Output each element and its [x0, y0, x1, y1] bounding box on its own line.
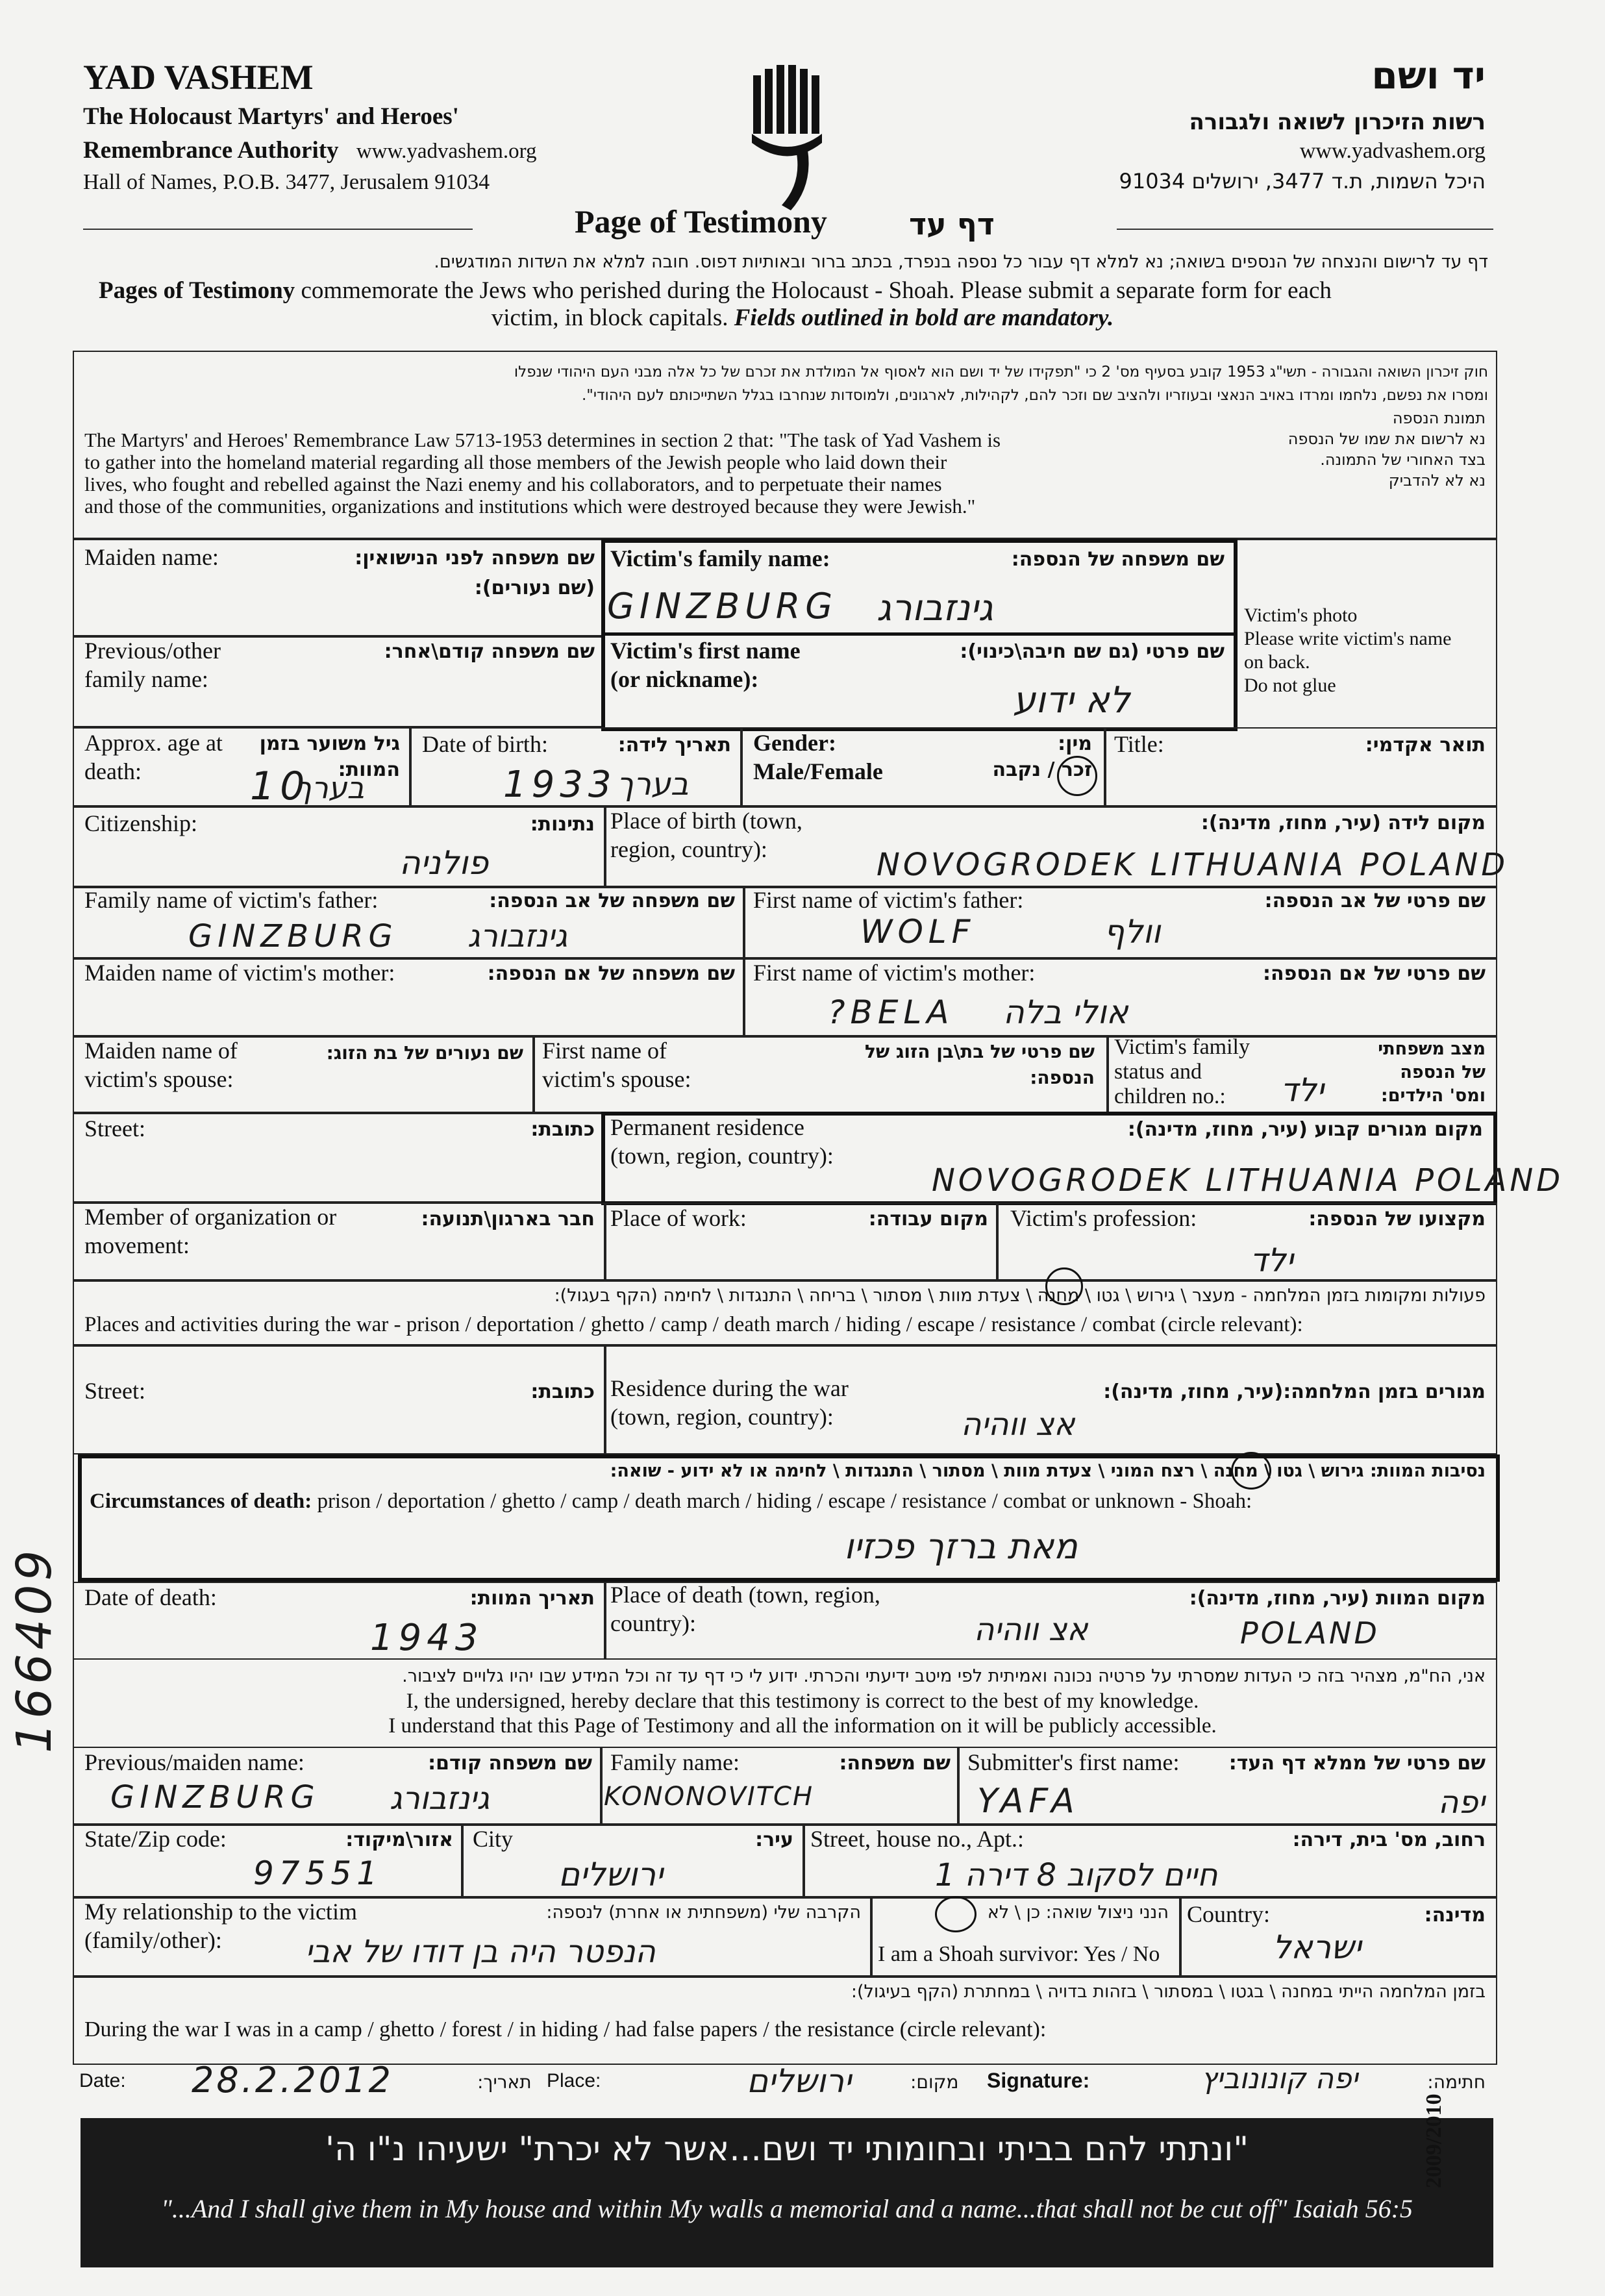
law-en-2: to gather into the homeland material regarding all those members of the Jewish people who laid down their: [84, 451, 947, 473]
pob-value[interactable]: NOVOGRODEK LITHUANIA POLAND: [877, 847, 1509, 883]
maiden-name-label-he: שם משפחה לפני הנישואין:: [355, 547, 595, 569]
previous-name-label-1: Previous/other: [84, 638, 221, 664]
during-war-label: During the war I was in a camp / ghetto / forest / in hiding / had false papers / the resistance (circle relevant):: [84, 2017, 1047, 2041]
mother-first-label-he: שם פרטי של אם הנספה:: [1263, 962, 1486, 985]
place-label-he: מקום:: [910, 2071, 959, 2093]
mother-maiden-label-he: שם משפחה של אם הנספה:: [487, 962, 735, 985]
res-war-label-2: (town, region, country):: [610, 1404, 834, 1430]
father-first-label: First name of victim's father:: [753, 887, 1024, 913]
org-line2-en: [83, 136, 537, 164]
spouse-first-label-1: First name of: [542, 1038, 667, 1064]
intro-en-bold: Pages of Testimony: [99, 277, 295, 304]
spouse-first-label: [542, 1036, 691, 1093]
sub-prev-label-he: שם משפחה קודם:: [428, 1752, 592, 1775]
spouse-first-label-he-1: שם פרטי של בת\בן הזוג של: [864, 1041, 1095, 1062]
spouse-first-label-he: [865, 1039, 1095, 1091]
street-war-label-he: כתובת:: [530, 1380, 595, 1403]
org-line1-en: The Holocaust Martyrs' and Heroes': [83, 103, 459, 130]
org-name-he: יד ושם: [1371, 53, 1486, 97]
perm-residence-value[interactable]: NOVOGRODEK LITHUANIA POLAND: [932, 1162, 1564, 1199]
family-status-label-he-3: ומס' הילדים:: [1380, 1086, 1486, 1106]
sub-prev-latin[interactable]: GINZBURG: [110, 1779, 320, 1816]
sub-family-label: Family name:: [610, 1749, 740, 1775]
family-status-label-he-2: של הנספה: [1400, 1062, 1486, 1082]
street-war-cell[interactable]: [73, 1345, 605, 1454]
circumstances-label-bold: Circumstances of death:: [90, 1490, 312, 1513]
family-status-label-2: status and: [1114, 1060, 1202, 1084]
dod-label-he: תאריך המוות:: [469, 1587, 595, 1610]
city-label: City: [473, 1826, 514, 1852]
war-activities-label-he: פעולות ומקומות בזמן המלחמה - מעצר \ גירוש \ גטו \ מחנה \ צעדת מוות \ מסתור \ בריחה \ התנגדות \ לחימה (הקף בעגול):: [554, 1286, 1486, 1306]
previous-name-label-he: שם משפחה קודם\אחר:: [384, 640, 595, 663]
war-ghetto-circle[interactable]: [1045, 1267, 1083, 1305]
photo-en-2: Please write victim's name: [1244, 628, 1452, 649]
member-label: [84, 1203, 336, 1260]
place-label: Place:: [547, 2070, 601, 2091]
pob-label-2: region, country):: [610, 836, 767, 862]
intro-en-line2-text: victim, in block capitals.: [491, 305, 734, 331]
photo-en-1: Victim's photo: [1244, 605, 1358, 626]
pod-label-2: country):: [610, 1610, 696, 1636]
relationship-label-1: My relationship to the victim: [84, 1899, 357, 1925]
pod-label-1: Place of death (town, region,: [610, 1582, 880, 1608]
profession-label: Victim's profession:: [1010, 1205, 1197, 1231]
sub-prev-label: Previous/maiden name:: [84, 1749, 305, 1775]
archive-number: 166409: [6, 1546, 62, 1753]
pob-label: [610, 806, 802, 864]
spouse-first-label-he-2: הנספה:: [1030, 1067, 1095, 1088]
sub-family-label-he: שם משפחה:: [839, 1752, 951, 1775]
first-name-label: [610, 636, 801, 693]
father-first-hebrew[interactable]: וולף: [1104, 913, 1161, 951]
family-name-latin[interactable]: GINZBURG: [607, 586, 838, 627]
spouse-maiden-label-he: שם נעורים של בת הזוג:: [326, 1042, 523, 1064]
declaration-en-1: I, the undersigned, hereby declare that this testimony is correct to the best of my knowledge.: [406, 1690, 1199, 1713]
dob-label-he: תאריך לידה:: [617, 734, 731, 756]
org-address-en: Hall of Names, P.O.B. 3477, Jerusalem 91034: [83, 170, 490, 194]
age-label-2: death:: [84, 758, 142, 784]
during-war-label-he: בזמן המלחמה הייתי במחנה \ בגטו \ במסתור \ בזהות בדויה \ במחתרת (הקף בעיגול):: [851, 1982, 1486, 2002]
dod-value[interactable]: 1943: [370, 1617, 484, 1659]
family-name-hebrew[interactable]: גינזבורג: [877, 587, 993, 629]
age-label-he-1: גיל משוער בזמן: [259, 732, 400, 755]
org-line2-text: Remembrance Authority: [83, 137, 339, 164]
sub-first-hebrew[interactable]: יפה: [1438, 1784, 1486, 1821]
perm-residence-label: [610, 1113, 834, 1170]
dob-label: Date of birth:: [422, 731, 548, 757]
res-war-label-he: מגורים בזמן המלחמה:(עיר, מחוז, מדינה):: [1103, 1380, 1486, 1403]
address-value[interactable]: חיים לסקוב 8 דירה 1: [935, 1857, 1218, 1893]
pob-label-he: מקום לידה (עיר, מחוז, מדינה):: [1201, 812, 1486, 834]
age-label-1: Approx. age at: [84, 730, 223, 756]
org-url-he-side: www.yadvashem.org: [1299, 139, 1486, 163]
perm-residence-label-1: Permanent residence: [610, 1114, 804, 1140]
gender-label: [753, 729, 883, 786]
mother-first-hebrew[interactable]: אולי בלה: [1003, 993, 1128, 1031]
intro-en-rest: commemorate the Jews who perished during the Holocaust - Shoah. Please submit a separate form for each: [295, 277, 1332, 304]
father-family-label: Family name of victim's father:: [84, 887, 379, 913]
citizenship-label: Citizenship:: [84, 810, 197, 836]
title-label-he: תואר אקדמי:: [1365, 734, 1486, 756]
intro-en-line2: [0, 304, 1605, 332]
spouse-first-label-2: victim's spouse:: [542, 1066, 691, 1092]
dob-value[interactable]: 1933: [503, 764, 617, 806]
family-status-value[interactable]: ילד: [1280, 1071, 1324, 1109]
first-name-value[interactable]: לא ידוע: [1013, 679, 1130, 721]
mother-maiden-label: Maiden name of victim's mother:: [84, 960, 395, 986]
first-name-label-he: שם פרטי (גם שם חיבה\כינוי):: [960, 640, 1225, 663]
work-label-he: מקום עבודה:: [868, 1208, 988, 1230]
page-title-he: דף עד: [909, 206, 995, 242]
member-label-2: movement:: [84, 1232, 190, 1258]
member-label-1: Member of organization or: [84, 1204, 337, 1230]
victim-name-divider: [601, 632, 1238, 636]
family-name-label: Victim's family name:: [610, 545, 830, 571]
circ-ghetto-circle[interactable]: [1231, 1452, 1271, 1490]
law-en-3: lives, who fought and rebelled against the Nazi enemy and his collaborators, and to perpetuate their names: [84, 473, 942, 495]
citizenship-value[interactable]: פולניה: [399, 844, 489, 882]
spouse-maiden-label-2: victim's spouse:: [84, 1066, 234, 1092]
family-status-label: [1114, 1035, 1250, 1109]
signature-value[interactable]: יפה קונונוביץ: [1201, 2062, 1358, 2095]
intro-mandatory-note: Fields outlined in bold are mandatory.: [734, 305, 1114, 331]
res-war-label-1: Residence during the war: [610, 1375, 849, 1401]
header-rule-left: [83, 229, 473, 230]
title-label: Title:: [1114, 731, 1164, 757]
declaration-en-2: I understand that this Page of Testimony and all the information on it will be publicly accessible.: [388, 1714, 1217, 1738]
circumstances-label-rest: prison / deportation / ghetto / camp / death march / hiding / escape / resistance / combat or unknown - Shoah:: [312, 1490, 1252, 1513]
photo-he-2: נא לרשום את שמו של הנספה: [1288, 430, 1486, 448]
war-activities-label: Places and activities during the war - prison / deportation / ghetto / camp / death march / hiding / escape / resistance / combat (circle relevant):: [84, 1313, 1303, 1336]
photo-en-4: Do not glue: [1244, 675, 1336, 696]
father-first-label-he: שם פרטי של אב הנספה:: [1264, 890, 1486, 912]
footer-quote-he: "ונתתי להם בביתי ובחומותי יד ושם...אשר לא יכרת" ישעיהו נ"ו ה': [325, 2130, 1249, 2169]
father-first-latin[interactable]: WOLF: [860, 913, 976, 951]
law-en-4: and those of the communities, organizations and institutions which were destroyed because they were Jewish.": [84, 495, 976, 518]
family-name-label-he: שם משפחה של הנספה:: [1011, 548, 1225, 571]
res-war-label: [610, 1374, 849, 1431]
country-label-he: מדינה:: [1424, 1904, 1486, 1927]
age-label: [84, 729, 223, 786]
profession-label-he: מקצועו של הנספה:: [1308, 1208, 1486, 1230]
perm-residence-label-he: מקום מגורים קבוע (עיר, מחוז, מדינה):: [1127, 1118, 1483, 1141]
age-note: בערך: [295, 770, 365, 805]
dob-note: בערך: [617, 766, 689, 803]
family-status-label-he: [1378, 1038, 1486, 1108]
first-name-label-2: (or nickname):: [610, 666, 759, 692]
pod-value-he[interactable]: אצ ווהיה: [974, 1612, 1088, 1648]
gender-label-2: Male/Female: [753, 758, 883, 784]
gender-label-he-2: זכר / נקבה: [992, 758, 1092, 781]
previous-name-label-2: family name:: [84, 666, 208, 692]
page-title-en: Page of Testimony: [575, 203, 827, 240]
org-name-en: YAD VASHEM: [83, 58, 314, 97]
relationship-label-2: (family/other):: [84, 1927, 222, 1953]
dod-label: Date of death:: [84, 1584, 217, 1610]
gender-label-1: Gender:: [753, 730, 836, 756]
photo-en-3: on back.: [1244, 651, 1310, 673]
family-status-label-3: children no.:: [1114, 1084, 1226, 1108]
pob-label-1: Place of birth (town,: [610, 808, 802, 834]
city-label-he: עיר:: [755, 1828, 793, 1851]
family-status-label-1: Victim's family: [1114, 1035, 1250, 1059]
pod-label: [610, 1580, 880, 1638]
sub-family-value[interactable]: KONONOVITCH: [604, 1782, 814, 1812]
declaration-he: אני, הח"מ, מצהיר בזה כי העדות שמסרתי על פרטיה נכונה ואמיתית לפי מיטב ידיעתי והכרתי. ידוע לי כי דף עד זה וכל המידע שבו יהיו גלויים לציבור.: [402, 1666, 1486, 1686]
address-label: Street, house no., Apt.:: [810, 1826, 1024, 1852]
zip-label-he: אזור\מיקוד:: [345, 1828, 453, 1851]
gender-male-circle[interactable]: [1057, 756, 1097, 796]
first-name-label-1: Victim's first name: [610, 638, 801, 664]
mother-first-latin[interactable]: ?BELA: [828, 993, 954, 1031]
sub-prev-hebrew[interactable]: גינזבורג: [390, 1780, 490, 1817]
res-war-value[interactable]: אצ ווהיה: [961, 1406, 1075, 1443]
survivor-label: I am a Shoah survivor: Yes / No: [878, 1942, 1160, 1966]
survivor-no-circle[interactable]: [935, 1896, 977, 1932]
org-url-en: www.yadvashem.org: [356, 140, 537, 163]
intro-he: דף עד לרישום והנצחה של הנספים בשואה; נא למלא דף עבור כל נספה בנפרד, בכתב ברור ובאותיות דפוס. חובה למלא את השדות המודגשים.: [434, 252, 1488, 272]
city-value[interactable]: ירושלים: [558, 1856, 664, 1893]
intro-en-line1: [99, 277, 1332, 305]
photo-he-4: נא לא להדביק: [1388, 471, 1486, 490]
photo-note-he: [1288, 408, 1486, 491]
spouse-maiden-label-1: Maiden name of: [84, 1038, 238, 1064]
org-line1-he: רשות הזיכרון לשואה ולגבורה: [1189, 109, 1486, 135]
photo-he-1: תמונת הנספה: [1392, 409, 1486, 427]
age-value[interactable]: 10: [250, 764, 310, 809]
law-he-2: ומסרו את נפשם, נלחמו ומרדו באויב הנאצי ובעוזריו ולהציב שם וזכר להם, לקהילות, לארגונים, ולמוסדות שנחרבו בגלל השתייכותם לעם היהודי".: [581, 387, 1488, 404]
signature-label: Signature:: [987, 2069, 1090, 2092]
perm-residence-label-2: (town, region, country):: [610, 1143, 834, 1169]
photo-he-3: בצד האחורי של התמונה.: [1320, 451, 1486, 469]
zip-value[interactable]: 97551: [253, 1854, 383, 1892]
signature-label-he: חתימה:: [1427, 2071, 1486, 2093]
mother-first-label: First name of victim's mother:: [753, 960, 1036, 986]
sub-first-label: Submitter's first name:: [967, 1749, 1180, 1775]
zip-label: State/Zip code:: [84, 1826, 227, 1852]
sub-first-label-he: שם פרטי של ממלא דף העד:: [1228, 1752, 1486, 1775]
circumstances-label: [90, 1487, 1252, 1516]
father-family-latin[interactable]: GINZBURG: [188, 918, 398, 955]
maiden-name-label-he2: (שם נעורים):: [474, 577, 595, 599]
pod-label-he: מקום המוות (עיר, מחוז, מדינה):: [1189, 1587, 1486, 1610]
citizenship-label-he: נתינות:: [530, 813, 595, 836]
member-label-he: חבר בארגון\תנועה:: [421, 1208, 595, 1230]
street-label-he: כתובת:: [530, 1118, 595, 1141]
date-label-he: תאריך:: [477, 2071, 532, 2093]
circumstances-value[interactable]: מאת ברזך פכזיו: [844, 1526, 1078, 1567]
spouse-maiden-label: [84, 1036, 238, 1093]
footer-year: 2009/2010: [1422, 2093, 1446, 2188]
org-address-he: היכל השמות, ת.ד 3477, ירושלים 91034: [1119, 169, 1486, 193]
street-label: Street:: [84, 1116, 145, 1142]
date-value[interactable]: 28.2.2012: [192, 2060, 393, 2101]
sub-first-latin[interactable]: YAFA: [977, 1782, 1080, 1821]
maiden-name-label: Maiden name:: [84, 544, 219, 570]
father-family-hebrew[interactable]: גינזבורג: [467, 918, 568, 955]
previous-name-label: [84, 636, 221, 693]
relationship-label-he: הקרבה שלי (משפחתית או אחרת) לנספה:: [546, 1903, 861, 1923]
law-he-1: חוק זיכרון השואה והגבורה - תשי"ג 1953 קובע בסעיף מס' 2 כי "תפקידו של יד ושם הוא לאסוף אל המולדת את זכרם של כל אלה מבני העם היהודי שנפלו: [514, 364, 1488, 381]
place-value[interactable]: ירושלים: [747, 2062, 852, 2100]
street-war-label: Street:: [84, 1378, 145, 1404]
survivor-label-he: הנני ניצול שואה: כן \ לא: [987, 1903, 1169, 1923]
country-label: Country:: [1187, 1901, 1271, 1927]
header-rule-right: [1117, 229, 1493, 230]
footer-quote-en: "...And I shall give them in My house and within My walls a memorial and a name...that shall not be cut off" Isaiah 56:5: [161, 2194, 1413, 2223]
date-label: Date:: [79, 2070, 126, 2091]
relationship-value[interactable]: הנפטר היה בן דודו של אבי: [305, 1934, 656, 1970]
profession-value[interactable]: ילד: [1250, 1242, 1293, 1279]
yad-vashem-logo: [745, 62, 830, 218]
law-en-1: The Martyrs' and Heroes' Remembrance Law 5713-1953 determines in section 2 that: "The task of Yad Vashem is: [84, 429, 1001, 451]
street-cell[interactable]: [73, 1113, 605, 1203]
work-label: Place of work:: [610, 1205, 747, 1231]
father-family-label-he: שם משפחה של אב הנספה:: [489, 890, 735, 912]
gender-label-he-1: מין:: [1058, 732, 1092, 755]
pod-value-latin[interactable]: POLAND: [1240, 1616, 1380, 1651]
family-status-label-he-1: מצב משפחתי: [1378, 1039, 1486, 1059]
age-label-he-2: המוות:: [338, 758, 400, 781]
address-label-he: רחוב, מס' בית, דירה:: [1292, 1828, 1486, 1851]
country-value[interactable]: ישראל: [1273, 1928, 1362, 1966]
circumstances-label-he: נסיבות המוות: גירוש \ גטו \ מחנה \ רצח המוני \ צעדת מוות \ מסתור \ התנגדות \ לחימה או לא ידוע - שואה:: [610, 1461, 1486, 1481]
